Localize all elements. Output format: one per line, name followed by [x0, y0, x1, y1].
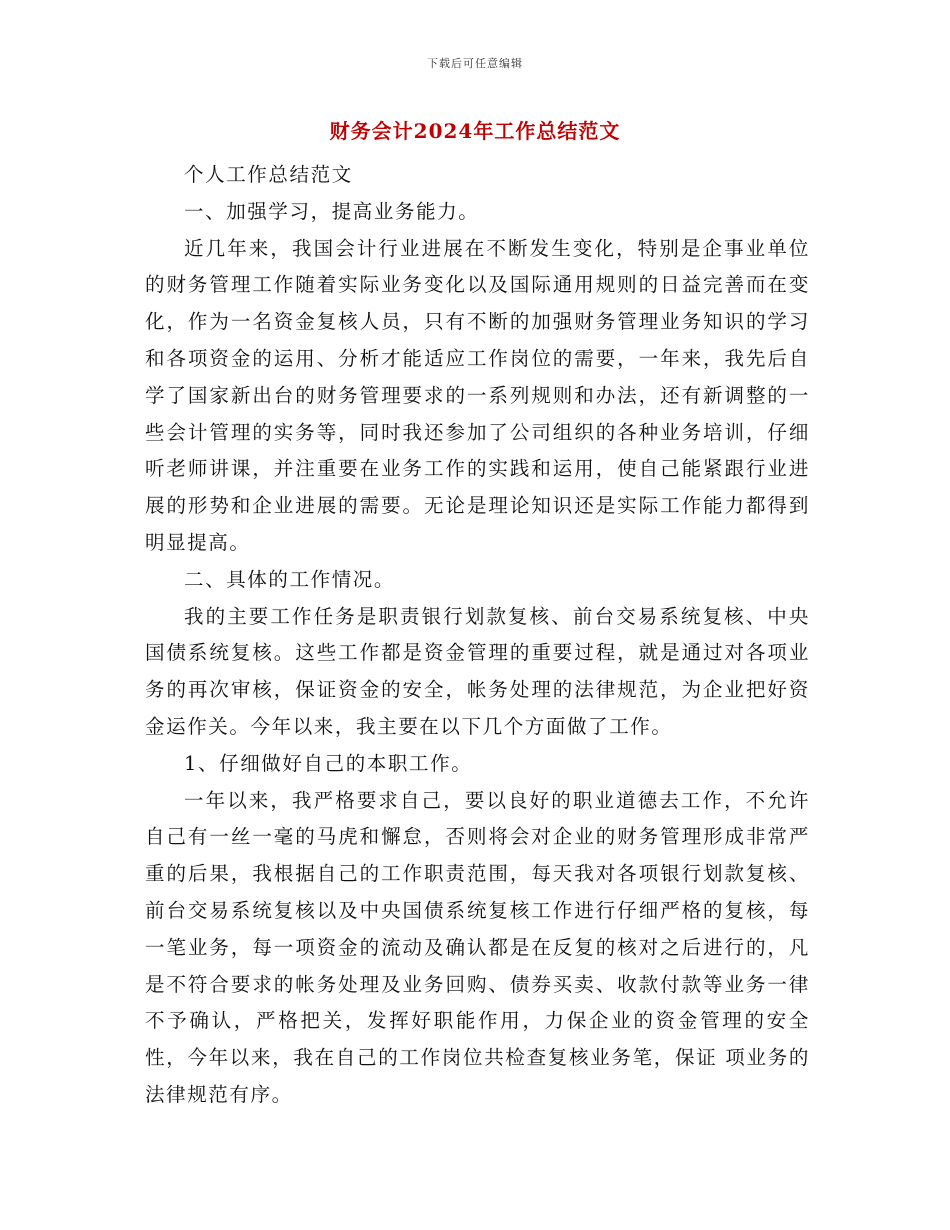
- paragraph-subtitle: 个人工作总结范文: [184, 163, 353, 186]
- paragraph: 一年以来，我严格要求自己，要以良好的职业道德去工作，不允许自己有一丝一毫的马虎和懈怠，否则将会对企业的财务管理形成非常严重的后果，我根据自己的工作职责范围，每天我对各项银行划款复核、前台交易系统复核以及中央国债系统复核工作进行仔细严格的复核，每一笔业务，每一项资金的流动及确认都是在反复的核对之后进行的，凡是不符合要求的帐务处理及业务回购、债券买卖、收款付款等业务一律不予确认，严格把关，发挥好职能作用，力保企业的资金管理的安全性，今年以来，我在自己的工作岗位共检查复核业务笔，保证 项业务的法律规范有序。: [145, 788, 810, 1106]
- document-body: [145, 157, 810, 1114]
- header-note: 下载后可任意编辑: [427, 57, 523, 70]
- section-heading-2: 二、具体的工作情况。: [184, 567, 396, 591]
- subsection-heading-1: 1、仔细做好自己的本职工作。: [184, 751, 473, 775]
- document-title: 财务会计2024年工作总结范文: [329, 119, 621, 143]
- paragraph: 近几年来，我国会计行业进展在不断发生变化，特别是企事业单位的财务管理工作随着实际业务变化以及国际通用规则的日益完善而在变化，作为一名资金复核人员，只有不断的加强财务管理业务知识的学习和各项资金的运用、分析才能适应工作岗位的需要，一年来，我先后自学了国家新出台的财务管理要求的一系列规则和办法，还有新调整的一些会计管理的实务等，同时我还参加了公司组织的各种业务培训，仔细听老师讲课，并注重要在业务工作的实践和运用，使自己能紧跟行业进展的形势和企业进展的需要。无论是理论知识还是实际工作能力都得到明显提高。: [145, 236, 810, 554]
- section-heading-1: 一、加强学习，提高业务能力。: [184, 199, 480, 223]
- paragraph: 我的主要工作任务是职责银行划款复核、前台交易系统复核、中央国债系统复核。这些工作都是资金管理的重要过程，就是通过对各项业务的再次审核，保证资金的安全，帐务处理的法律规范，为企业把好资金运作关。今年以来，我主要在以下几个方面做了工作。: [145, 604, 810, 738]
